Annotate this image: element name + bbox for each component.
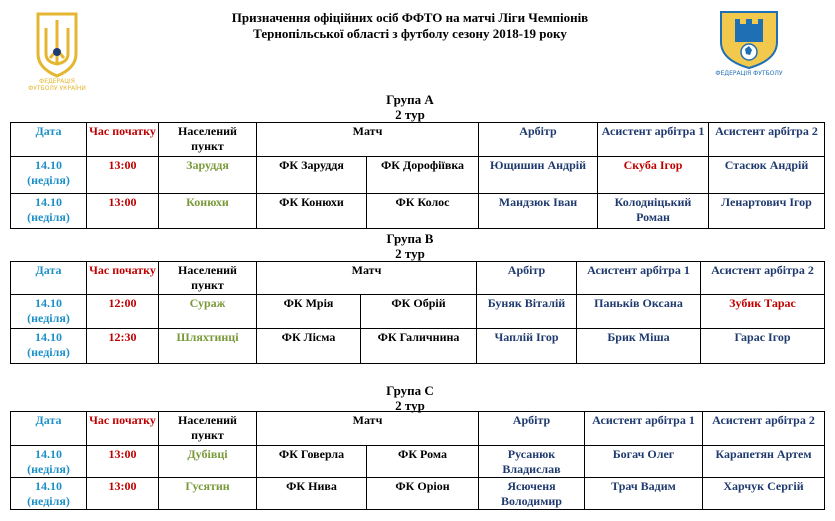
- match-time: 13:00: [87, 478, 159, 510]
- match-time: 13:00: [87, 446, 159, 478]
- match-place: Конюхи: [159, 194, 257, 229]
- logo-right-caption: ФЕДЕРАЦІЯ ФУТБОЛУ: [715, 70, 783, 77]
- home-team: ФК Заруддя: [257, 157, 367, 194]
- header-time: Час початку: [87, 123, 159, 157]
- match-time: 12:00: [87, 295, 159, 329]
- header-assistant-1: Асистент арбітра 1: [577, 262, 701, 295]
- logo-left-caption: ФЕДЕРАЦІЯ ФУТБОЛУ УКРАЇНИ: [28, 78, 86, 92]
- title-line-2: Тернопільської області з футболу сезону 2018-19 року: [253, 26, 567, 41]
- table-header-row: [11, 412, 825, 446]
- referee: Мандзюк Іван: [479, 194, 598, 229]
- group-name: Група В: [386, 231, 434, 246]
- home-team: ФК Лісма: [257, 329, 361, 364]
- group-round: 2 тур: [395, 107, 425, 122]
- home-team: ФК Говерла: [257, 446, 367, 478]
- match-place: Заруддя: [159, 157, 257, 194]
- match-place: Шляхтинці: [159, 329, 257, 364]
- match-date: 14.10 (неділя): [11, 194, 87, 229]
- regional-federation-emblem-icon: [715, 8, 783, 70]
- group-round: 2 тур: [395, 246, 425, 261]
- match-place: Гусятин: [159, 478, 257, 510]
- group-c-heading: [300, 383, 520, 413]
- away-team: ФК Галичнина: [361, 329, 477, 364]
- header-assistant-2: Асистент арбітра 2: [703, 412, 825, 446]
- group-round: 2 тур: [395, 398, 425, 413]
- match-place: Сураж: [159, 295, 257, 329]
- match-date: 14.10 (неділя): [11, 478, 87, 510]
- header-referee: Арбітр: [479, 123, 598, 157]
- referee: Ющишин Андрій: [479, 157, 598, 194]
- table-row: [11, 194, 825, 229]
- table-row: [11, 295, 825, 329]
- assistant-2: Карапетян Артем: [703, 446, 825, 478]
- home-team: ФК Конюхи: [257, 194, 367, 229]
- assistant-1: Скуба Ігор: [598, 157, 709, 194]
- group-name: Група С: [386, 383, 434, 398]
- assistant-2: Ленартович Ігор: [709, 194, 825, 229]
- away-team: ФК Рома: [367, 446, 479, 478]
- table-header-row: [11, 123, 825, 157]
- assistant-1: Паньків Оксана: [577, 295, 701, 329]
- assistant-1: Брик Міша: [577, 329, 701, 364]
- document-title: [160, 10, 660, 42]
- match-time: 13:00: [87, 157, 159, 194]
- table-row: [11, 329, 825, 364]
- header-match: Матч: [257, 262, 477, 295]
- away-team: ФК Обрій: [361, 295, 477, 329]
- match-date: 14.10 (неділя): [11, 295, 87, 329]
- group-a-table: [10, 122, 825, 229]
- header-assistant-1: Асистент арбітра 1: [585, 412, 703, 446]
- group-b-heading: [300, 231, 520, 261]
- assistant-1: Трач Вадим: [585, 478, 703, 510]
- match-date: 14.10 (неділя): [11, 329, 87, 364]
- ternopil-federation-logo: [715, 8, 783, 80]
- title-line-1: Призначення офіційних осіб ФФТО на матчі Ліги Чемпіонів: [231, 10, 589, 25]
- table-row: [11, 157, 825, 194]
- table-row: [11, 446, 825, 478]
- header-match: Матч: [257, 412, 479, 446]
- ukraine-federation-logo: [28, 6, 86, 96]
- header-date: Дата: [11, 412, 87, 446]
- assistant-2: Харчук Сергій: [703, 478, 825, 510]
- header-assistant-2: Асистент арбітра 2: [701, 262, 825, 295]
- group-a-heading: [300, 92, 520, 122]
- assistant-2: Зубик Тарас: [701, 295, 825, 329]
- header-time: Час початку: [87, 412, 159, 446]
- home-team: ФК Нива: [257, 478, 367, 510]
- header-date: Дата: [11, 262, 87, 295]
- referee: Буняк Віталій: [477, 295, 577, 329]
- table-row: [11, 478, 825, 510]
- header-referee: Арбітр: [477, 262, 577, 295]
- home-team: ФК Мрія: [257, 295, 361, 329]
- assistant-2: Гарас Ігор: [701, 329, 825, 364]
- match-time: 13:00: [87, 194, 159, 229]
- header-date: Дата: [11, 123, 87, 157]
- header-time: Час початку: [87, 262, 159, 295]
- group-c-table: [10, 411, 825, 510]
- header-match: Матч: [257, 123, 479, 157]
- group-b-table: [10, 261, 825, 364]
- header-assistant-2: Асистент арбітра 2: [709, 123, 825, 157]
- assistant-1: Богач Олег: [585, 446, 703, 478]
- match-date: 14.10 (неділя): [11, 157, 87, 194]
- header-place: Населений пункт: [159, 123, 257, 157]
- away-team: ФК Дорофіївка: [367, 157, 479, 194]
- away-team: ФК Оріон: [367, 478, 479, 510]
- table-header-row: [11, 262, 825, 295]
- header-place: Населений пункт: [159, 262, 257, 295]
- match-date: 14.10 (неділя): [11, 446, 87, 478]
- assistant-2: Стасюк Андрій: [709, 157, 825, 194]
- referee: Русанюк Владислав: [479, 446, 585, 478]
- group-name: Група А: [386, 92, 434, 107]
- match-time: 12:30: [87, 329, 159, 364]
- away-team: ФК Колос: [367, 194, 479, 229]
- referee: Чаплій Ігор: [477, 329, 577, 364]
- assistant-1: Колодніцький Роман: [598, 194, 709, 229]
- match-place: Дубівці: [159, 446, 257, 478]
- header-place: Населений пункт: [159, 412, 257, 446]
- header-referee: Арбітр: [479, 412, 585, 446]
- header-assistant-1: Асистент арбітра 1: [598, 123, 709, 157]
- referee: Ясюченя Володимир: [479, 478, 585, 510]
